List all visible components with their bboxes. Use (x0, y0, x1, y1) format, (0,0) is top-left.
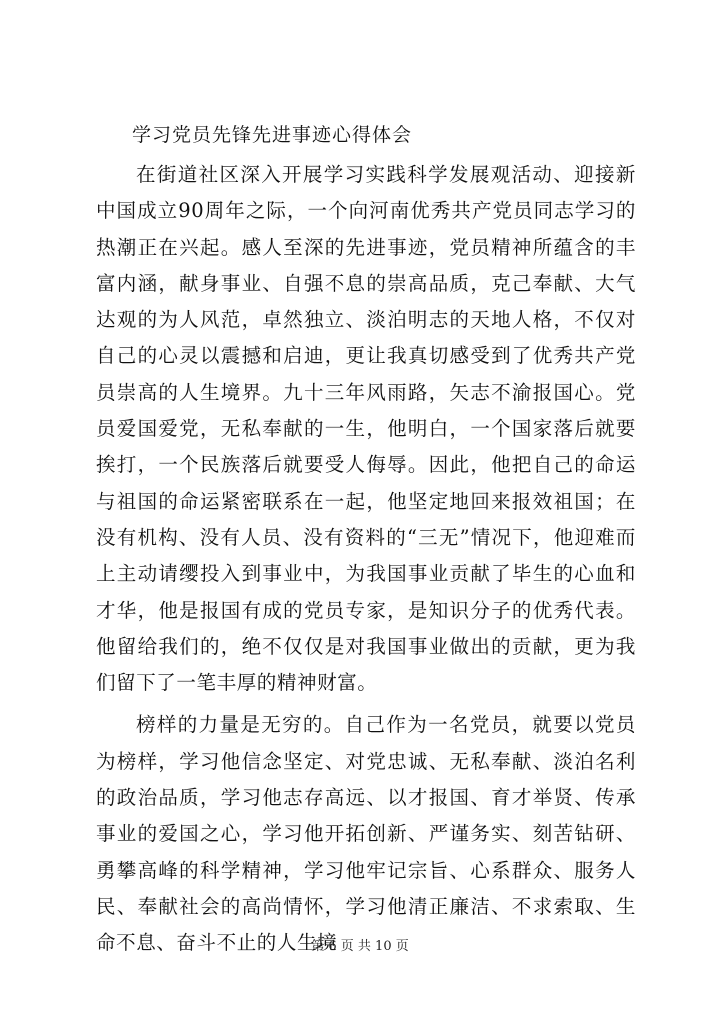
document-title: 学习党员先锋先进事迹心得体会 (132, 124, 413, 146)
paragraph-1: 在街道社区深入开展学习实践科学发展观活动、迎接新中国成立90周年之际，一个向河南优秀共产党员同志学习的热潮正在兴起。感人至深的先进事迹，党员精神所蕴含的丰富内涵，献身事业、自强不息的崇高品质，克己奉献、大气达观的为人风范，卓然独立、淡泊明志的天地人格，不仅对自己的心灵以震撼和启迪，更让我真切感受到了优秀共产党员崇高的人生境界。九十三年风雨路，矢志不渝报国心。党员爱国爱党，无私奉献的一生，他明白，一个国家落后就要挨打，一个民族落后就要受人侮辱。因此，他把自己的命运与祖国的命运紧密联系在一起，他坚定地回来报效祖国；在没有机构、没有人员、没有资料的“三无”情况下，他迎难而上主动请缨投入到事业中，为我国事业贡献了毕生的心血和才华，他是报国有成的党员专家，是知识分子的优秀代表。他留给我们的，绝不仅仅是对我国事业做出的贡献，更为我们留下了一笔丰厚的精神财富。 (96, 163, 636, 695)
paragraph-2: 榜样的力量是无穷的。自己作为一名党员，就要以党员为榜样，学习他信念坚定、对党忠诚、无私奉献、淡泊名利的政治品质，学习他志存高远、以才报国、育才举贤、传承事业的爱国之心，学习他开拓创新、严谨务实、刻苦钻研、勇攀高峰的科学精神，学习他牢记宗旨、心系群众、服务人民、奉献社会的高尚情怀，学习他清正廉洁、不求索取、生命不息、奋斗不止的人生境 (96, 713, 636, 955)
page-number-footer: 第 6 页 共 10 页 (311, 939, 409, 954)
document-body (96, 122, 636, 962)
